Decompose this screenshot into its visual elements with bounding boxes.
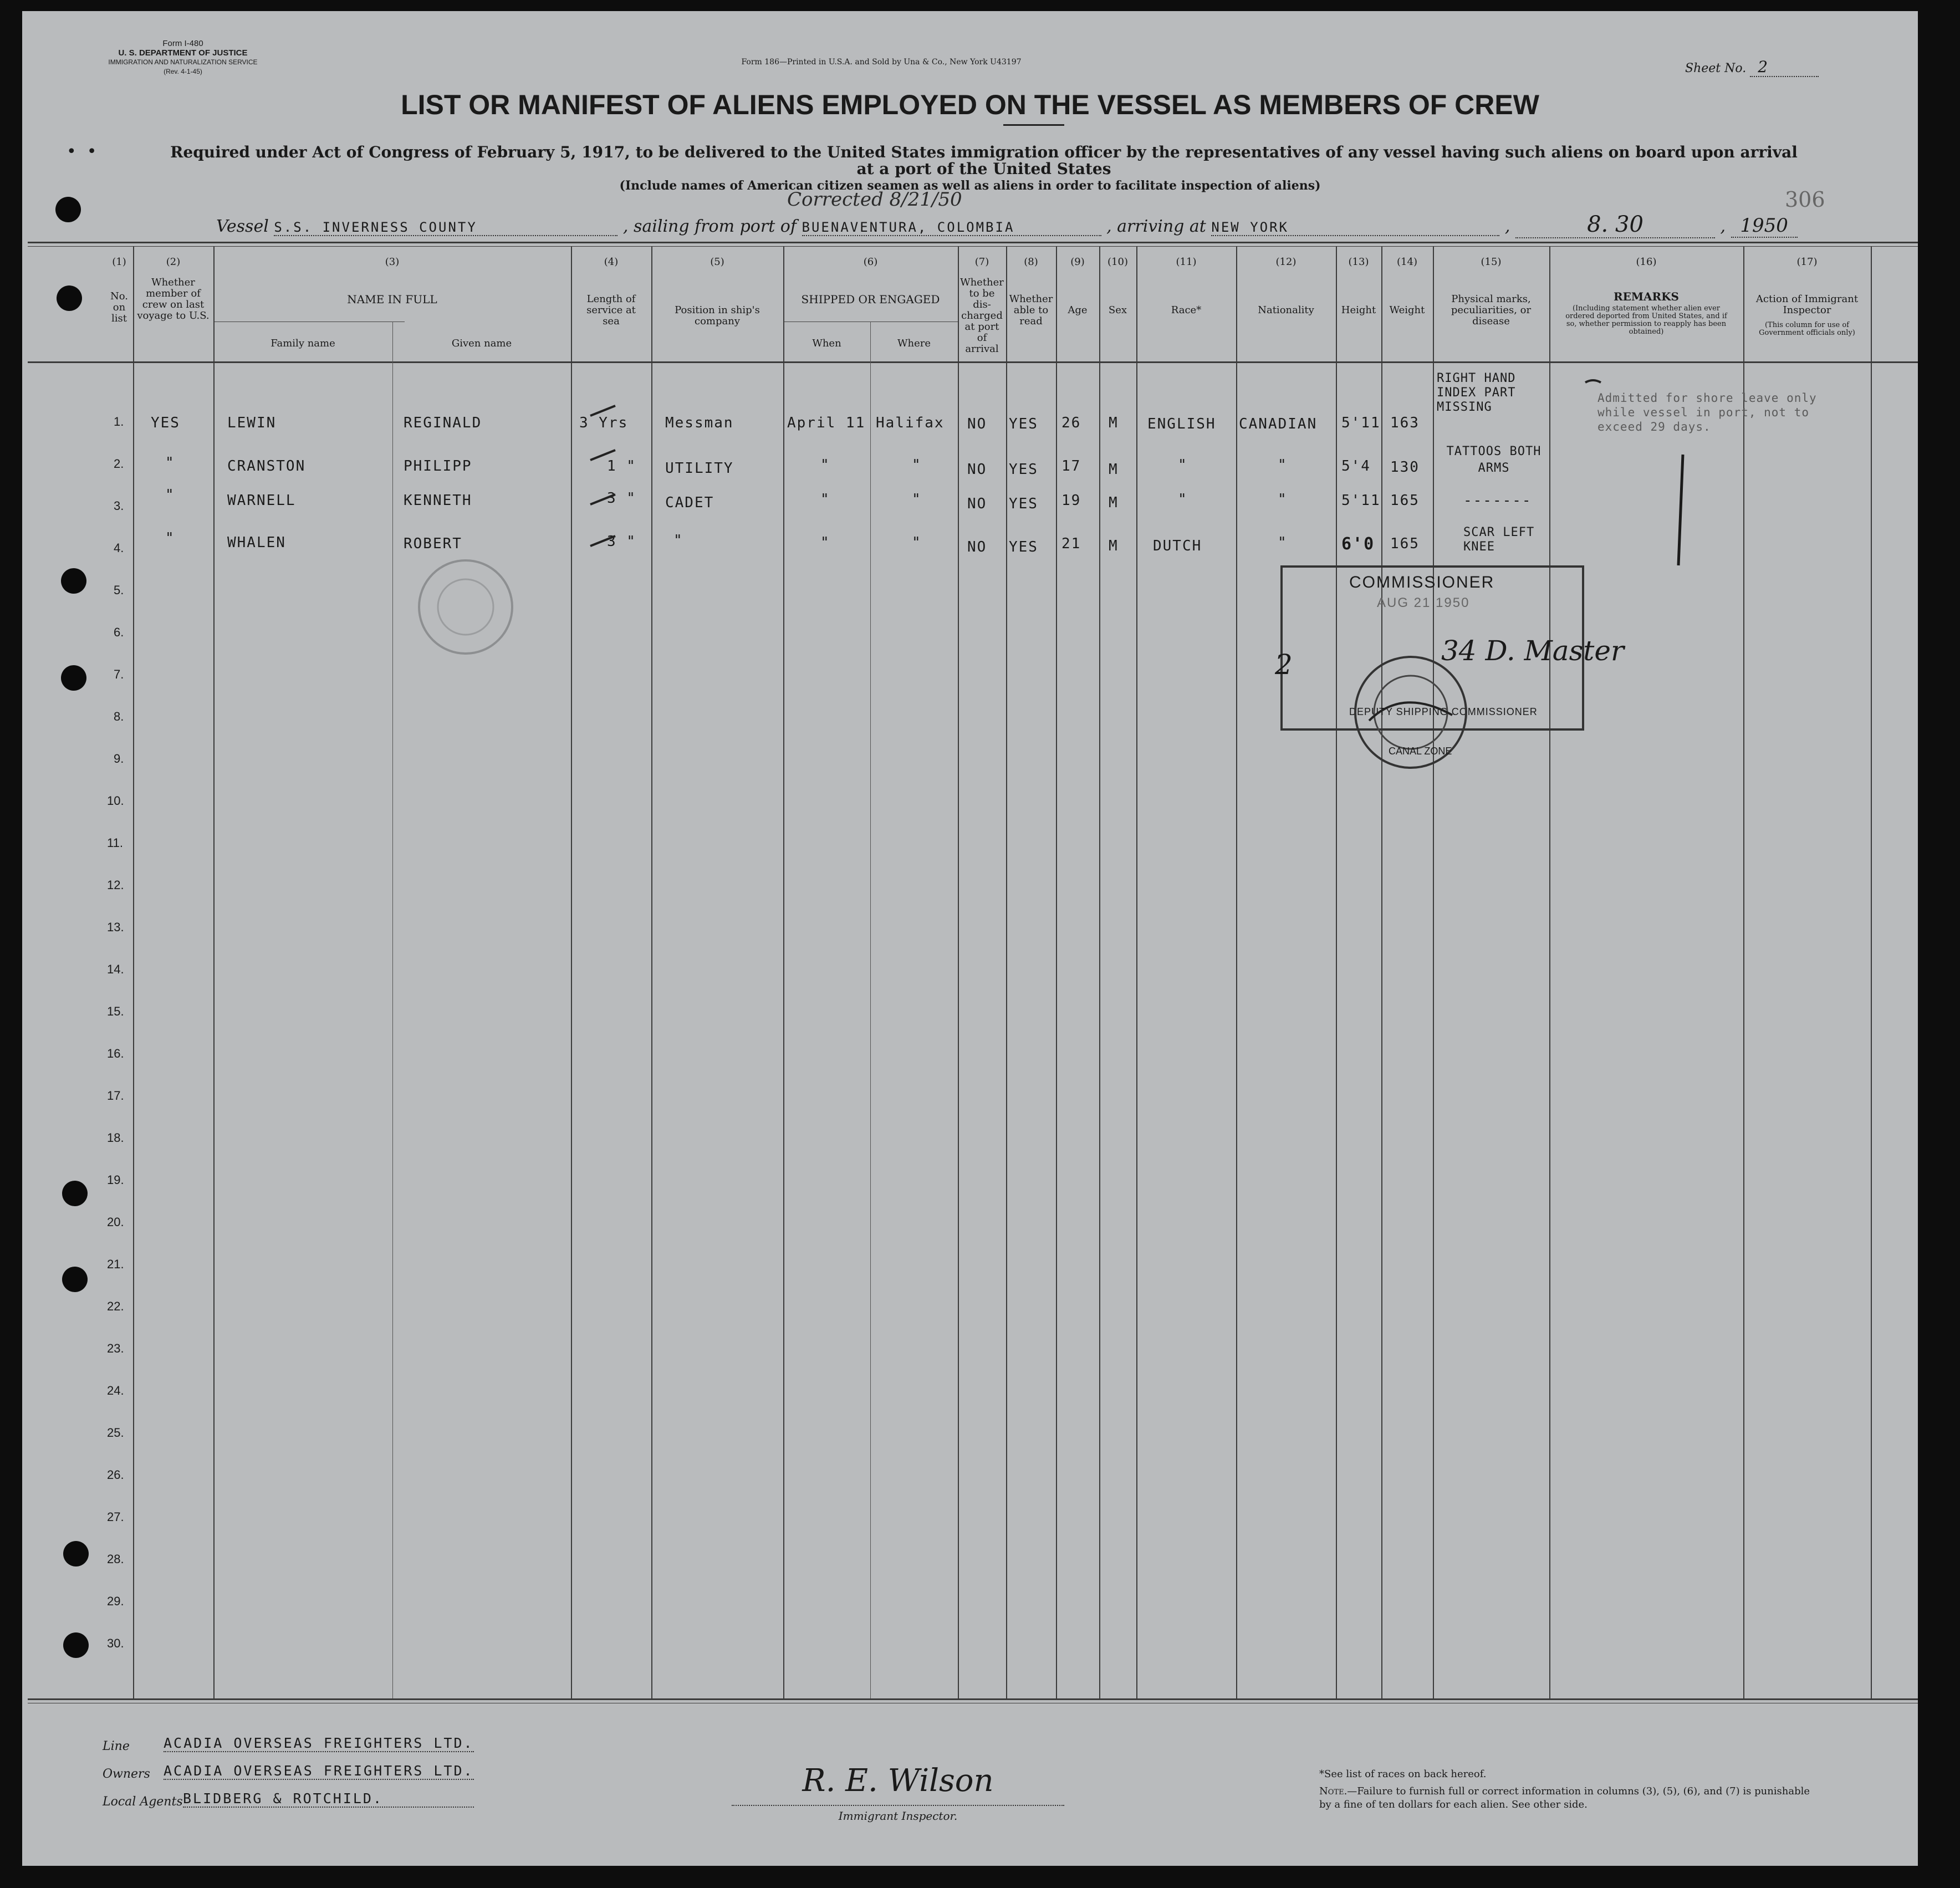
col-heading-weight: Weight	[1389, 304, 1425, 316]
col-heading-height: Height	[1341, 304, 1376, 316]
col-divider	[651, 246, 652, 1698]
cell-physical-marks: SCAR LEFT KNEE	[1463, 525, 1535, 554]
col-divider	[1433, 246, 1434, 1698]
cell-race: "	[1178, 457, 1188, 473]
col-heading-remarks-note: (Including statement whether alien ever ordered deported from United States, and if so, whether permission to reapply has been obtained)	[1565, 304, 1727, 336]
cell-family-name: LEWIN	[227, 415, 277, 431]
cell-service: 3 "	[607, 490, 636, 507]
table-bottom-rule	[28, 1698, 1918, 1700]
col-number: (11)	[1176, 256, 1197, 268]
arrival-date: 8. 30	[1515, 212, 1715, 238]
col-number: (15)	[1481, 256, 1502, 268]
page-title: LIST OR MANIFEST OF ALIENS EMPLOYED ON THE VESSEL AS MEMBERS OF CREW	[401, 89, 1539, 120]
cell-sex: M	[1109, 461, 1119, 478]
cell-discharge: NO	[967, 496, 987, 512]
cell-family-name: WARNELL	[227, 492, 296, 509]
col-divider	[392, 322, 393, 1698]
cell-where: "	[912, 534, 922, 551]
col-number: (8)	[1024, 256, 1038, 268]
col-heading-nationality: Nationality	[1258, 304, 1314, 316]
col-divider	[1336, 246, 1337, 1698]
header-bottom-rule	[28, 361, 1918, 363]
line-number: 10.	[107, 794, 124, 808]
col-heading-family-name: Family name	[270, 338, 335, 349]
cell-height: 5'11	[1341, 492, 1381, 509]
footer-agents-label: Local Agents	[103, 1795, 183, 1809]
sailing-label: , sailing from port of	[622, 217, 797, 236]
service: IMMIGRATION AND NATURALIZATION SERVICE	[108, 58, 258, 66]
stamp-date: AUG 21 1950	[1377, 595, 1470, 610]
cell-physical-marks: TATTOOS BOTH ARMS	[1446, 445, 1542, 475]
table-top-rule	[28, 242, 1918, 243]
footer-owners-label: Owners	[103, 1767, 150, 1781]
col-number: (4)	[604, 256, 619, 268]
col-number: (10)	[1107, 256, 1128, 268]
col-divider	[571, 246, 572, 1698]
col-number: (1)	[112, 256, 126, 268]
col-heading-service: Length of service at sea	[586, 293, 636, 327]
cell-given-name: REGINALD	[404, 415, 482, 431]
cell-height: 6'0	[1341, 534, 1375, 554]
sheet-number: 2	[1750, 58, 1819, 77]
cell-service: 3 "	[607, 533, 636, 550]
handwritten-master-note: 34 D. Master	[1441, 635, 1624, 667]
cell-read: YES	[1009, 539, 1038, 555]
canal-zone-seal-text: CANAL ZONE	[1389, 746, 1452, 757]
col-divider	[1099, 246, 1100, 1698]
line-number: 3.	[114, 499, 124, 513]
col-divider	[1236, 246, 1237, 1698]
col-divider	[958, 246, 959, 1698]
col-heading-sex: Sex	[1108, 304, 1127, 316]
line-number: 26.	[107, 1468, 124, 1482]
col-divider	[1743, 246, 1744, 1698]
cell-where: Halifax	[876, 415, 945, 431]
revision: (Rev. 4-1-45)	[164, 68, 202, 75]
decorative-dots: • •	[67, 142, 97, 161]
col-divider	[1381, 246, 1382, 1698]
col-divider	[1871, 246, 1872, 1698]
cell-nationality: "	[1278, 534, 1288, 551]
cell-weight: 130	[1390, 459, 1420, 476]
cell-when: "	[820, 457, 830, 473]
cell-age: 17	[1061, 458, 1081, 474]
col-divider	[1136, 246, 1137, 1698]
cell-service: 3 Yrs	[579, 415, 629, 431]
cell-last-voyage: "	[165, 487, 175, 503]
punch-hole	[55, 197, 81, 222]
col-number: (14)	[1397, 256, 1417, 268]
service-check-marks	[576, 399, 637, 565]
cell-height: 5'11	[1341, 415, 1381, 431]
cell-sex: M	[1109, 538, 1119, 554]
cell-nationality: "	[1278, 457, 1288, 473]
col-heading-age: Age	[1068, 304, 1088, 316]
line-number: 30.	[107, 1636, 124, 1650]
col-heading-when: When	[812, 338, 841, 349]
page-stamp-number: 306	[1785, 187, 1825, 212]
form-id-block	[94, 39, 272, 76]
col-number: (6)	[863, 256, 878, 268]
cell-service: 1 "	[607, 458, 636, 474]
cell-read: YES	[1009, 496, 1038, 512]
cell-discharge: NO	[967, 539, 987, 555]
col-number: (13)	[1348, 256, 1369, 268]
col-number: (16)	[1636, 256, 1657, 268]
inspector-label: Immigrant Inspector.	[838, 1809, 958, 1823]
cell-weight: 165	[1390, 535, 1420, 552]
col-divider	[870, 322, 871, 1698]
cell-height: 5'4	[1341, 458, 1371, 474]
footer-line-label: Line	[103, 1739, 130, 1753]
col-number: (7)	[974, 256, 989, 268]
col-heading-shipped: SHIPPED OR ENGAGED	[801, 293, 940, 306]
col-heading-race: Race*	[1171, 304, 1202, 316]
col-heading-discharge: Whether to be dis-charged at port of arrival	[960, 277, 1004, 355]
punch-hole	[61, 568, 86, 594]
cell-family-name: WHALEN	[227, 534, 286, 551]
col-heading-position: Position in ship's company	[675, 304, 760, 327]
sailing-port: BUENAVENTURA, COLOMBIA	[802, 220, 1101, 236]
line-number: 23.	[107, 1341, 124, 1355]
line-number: 5.	[114, 583, 124, 597]
voyage-line: Vessel S.S. INVERNESS COUNTY , sailing from port of BUENAVENTURA, COLOMBIA , arriving at NEW YORK , 8. 30 , 1950	[216, 212, 1768, 238]
col-heading-name: NAME IN FULL	[347, 293, 437, 306]
col-heading-physical-marks: Physical marks, peculiarities, or disease	[1451, 293, 1532, 327]
cell-nationality: CANADIAN	[1239, 416, 1318, 432]
cell-given-name: KENNETH	[404, 492, 472, 509]
col-number: (12)	[1275, 256, 1297, 268]
vessel-label: Vessel	[216, 217, 269, 236]
arriving-label: , arriving at	[1106, 217, 1206, 236]
line-number: 8.	[114, 710, 124, 723]
line-number: 24.	[107, 1384, 124, 1397]
cell-read: YES	[1009, 461, 1038, 478]
include-note: (Include names of American citizen seamen as well as aliens in order to facilitate inspection of aliens)	[619, 178, 1321, 193]
footer-note-label: Note.	[1319, 1785, 1348, 1797]
cell-nationality: "	[1278, 491, 1288, 508]
line-number: 13.	[107, 920, 124, 934]
line-number: 4.	[114, 541, 124, 555]
punch-hole	[63, 1632, 89, 1658]
cell-weight: 163	[1390, 415, 1420, 431]
arriving-port: NEW YORK	[1211, 220, 1499, 236]
col-heading-remarks: REMARKS	[1614, 290, 1679, 303]
table-top-rule-thin	[28, 246, 1918, 247]
department: U. S. DEPARTMENT OF JUSTICE	[118, 48, 248, 58]
line-number: 11.	[107, 836, 123, 850]
cell-where: "	[912, 457, 922, 473]
footer-note-text: —Failure to furnish full or correct information in columns (3), (5), (6), and (7) is punishable by a fine of ten dollars for each alien. See other side.	[1319, 1785, 1810, 1810]
line-number: 9.	[114, 752, 124, 766]
cell-age: 21	[1061, 535, 1081, 552]
sheet-number-field	[1685, 58, 1819, 77]
handwritten-count: 2	[1275, 649, 1293, 681]
cell-race: ENGLISH	[1147, 416, 1216, 432]
punch-hole	[63, 1541, 89, 1566]
footer-note	[1319, 1785, 1818, 1812]
line-number: 25.	[107, 1426, 124, 1440]
cell-family-name: CRANSTON	[227, 458, 306, 474]
col-heading-number: No. on list	[110, 290, 128, 324]
arrival-year: 1950	[1731, 215, 1798, 238]
line-number: 27.	[107, 1510, 124, 1524]
col-heading-where: Where	[897, 338, 931, 349]
footer-line-value: ACADIA OVERSEAS FREIGHTERS LTD.	[164, 1735, 474, 1751]
cell-age: 19	[1061, 492, 1081, 509]
col-number: (3)	[385, 256, 400, 268]
cell-given-name: ROBERT	[404, 535, 462, 552]
col-number: (2)	[166, 256, 181, 268]
cell-position: UTILITY	[665, 460, 734, 477]
line-number: 15.	[107, 1004, 124, 1018]
cell-position: Messman	[665, 415, 734, 431]
cell-weight: 165	[1390, 492, 1420, 509]
line-number: 28.	[107, 1552, 124, 1566]
line-number: 18.	[107, 1131, 124, 1145]
col-divider	[1549, 246, 1550, 1698]
line-number: 1.	[114, 415, 124, 428]
footer-owners-value: ACADIA OVERSEAS FREIGHTERS LTD.	[164, 1763, 474, 1779]
line-number: 17.	[107, 1089, 124, 1103]
line-number: 12.	[107, 878, 124, 892]
col-divider	[1006, 246, 1007, 1698]
col-heading-read: Whether able to read	[1009, 293, 1053, 327]
col-heading-given-name: Given name	[451, 338, 512, 349]
col-divider	[1056, 246, 1057, 1698]
col-divider	[783, 246, 784, 1698]
col-divider	[213, 246, 215, 1698]
punch-hole	[57, 285, 82, 311]
cell-last-voyage: "	[165, 455, 175, 471]
cell-physical-marks: -------	[1463, 492, 1532, 509]
stamp-deputy-text: DEPUTY SHIPPING COMMISSIONER	[1349, 706, 1538, 717]
form-number: Form I-480	[162, 39, 203, 48]
col-number: (5)	[710, 256, 724, 268]
line-number: 19.	[107, 1173, 124, 1187]
cell-position: "	[673, 532, 683, 549]
col-number: (9)	[1070, 256, 1085, 268]
cell-remarks: Admitted for shore leave only while vessel in port, not to exceed 29 days.	[1597, 391, 1817, 433]
cell-last-voyage: "	[165, 530, 175, 547]
cell-race: "	[1178, 491, 1188, 508]
cell-read: YES	[1009, 416, 1038, 432]
cell-when: "	[820, 491, 830, 508]
line-number: 7.	[114, 667, 124, 681]
line-number: 6.	[114, 625, 124, 639]
line-number: 21.	[107, 1257, 124, 1271]
line-number: 14.	[107, 962, 124, 976]
footer-agents-value: BLIDBERG & ROTCHILD.	[183, 1790, 474, 1808]
col-number: (17)	[1796, 256, 1818, 268]
punch-hole	[62, 1267, 88, 1292]
manifest-sheet	[22, 11, 1918, 1866]
line-number: 16.	[107, 1047, 124, 1060]
line-number: 2.	[114, 457, 124, 471]
cell-when: April 11	[787, 415, 866, 431]
cell-given-name: PHILIPP	[404, 458, 472, 474]
port-seal-stamp	[410, 557, 521, 657]
subtitle: Required under Act of Congress of February 5, 1917, to be delivered to the United States immigration officer by the representatives of any vessel having such aliens on board upon arrival at a port of the United States	[170, 143, 1798, 178]
cell-last-voyage: YES	[151, 415, 180, 431]
col-heading-inspector-note: (This column for use of Government officials only)	[1759, 321, 1855, 337]
stamp-commissioner-text: COMMISSIONER	[1349, 573, 1495, 591]
printer-line: Form 186—Printed in U.S.A. and Sold by Una & Co., New York U43197	[741, 58, 1022, 67]
cell-physical-marks: RIGHT HAND INDEX PART MISSING	[1437, 371, 1516, 414]
cell-discharge: NO	[967, 416, 987, 432]
cell-sex: M	[1109, 494, 1119, 511]
cell-where: "	[912, 491, 922, 508]
inspector-signature: R. E. Wilson	[802, 1763, 994, 1799]
inspector-signature-line	[732, 1805, 1064, 1806]
vessel-name: S.S. INVERNESS COUNTY	[274, 220, 617, 236]
col-divider	[133, 246, 134, 1698]
col-heading-last-voyage: Whether member of crew on last voyage to U.S.	[137, 277, 210, 322]
cell-discharge: NO	[967, 461, 987, 478]
sheet-label: Sheet No.	[1685, 62, 1747, 75]
punch-hole	[62, 1181, 88, 1206]
title-underline	[1003, 124, 1064, 126]
voyage-annotation: Corrected 8/21/50	[787, 188, 962, 211]
col-heading-inspector-action: Action of Immigrant Inspector	[1755, 293, 1859, 316]
cell-age: 26	[1061, 415, 1081, 431]
cell-race: DUTCH	[1153, 538, 1202, 554]
remarks-pen-mark	[1574, 377, 1696, 576]
punch-hole	[61, 665, 86, 691]
line-number: 22.	[107, 1299, 124, 1313]
cell-position: CADET	[665, 494, 714, 511]
line-number: 29.	[107, 1594, 124, 1608]
races-note: *See list of races on back hereof.	[1319, 1768, 1487, 1780]
cell-sex: M	[1109, 415, 1119, 431]
cell-when: "	[820, 534, 830, 551]
line-number: 20.	[107, 1215, 124, 1229]
